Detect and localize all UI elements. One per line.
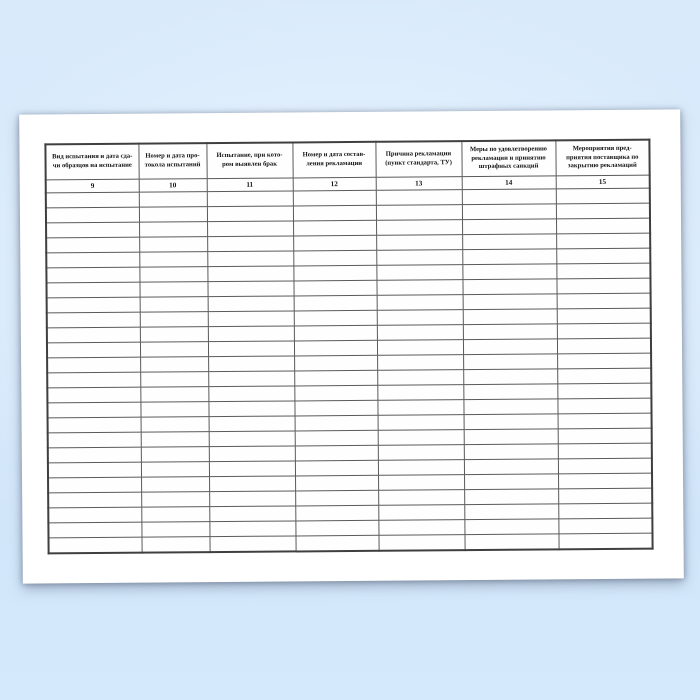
- table-cell: [207, 266, 293, 282]
- table-cell: [141, 537, 209, 553]
- table-cell: [140, 387, 208, 403]
- table-cell: [46, 282, 139, 298]
- reclamation-journal-table: [44, 139, 653, 555]
- table-cell: [376, 280, 462, 296]
- table-cell: [377, 385, 463, 401]
- table-cell: [378, 490, 464, 506]
- table-cell: [47, 312, 140, 328]
- column-number-14: 14: [462, 176, 556, 190]
- table-cell: [48, 432, 141, 448]
- column-header-15: Мероприятия пред- приятия поставщика по закрытию рекламаций: [555, 140, 649, 176]
- table-cell: [208, 386, 294, 402]
- table-body: [45, 140, 652, 554]
- table-cell: [464, 414, 558, 430]
- table-cell: [463, 369, 557, 385]
- table-cell: [294, 295, 377, 311]
- table-cell: [208, 371, 294, 387]
- table-cell: [557, 308, 651, 324]
- table-cell: [207, 206, 293, 222]
- table-cell: [377, 295, 463, 311]
- table-cell: [207, 281, 293, 297]
- table-cell: [48, 537, 141, 553]
- table-cell: [208, 401, 294, 417]
- table-cell: [293, 235, 376, 251]
- column-header-13: Причина рекламации (пункт стандарта, ТУ): [375, 141, 461, 177]
- table-cell: [293, 280, 376, 296]
- table-cell: [558, 473, 652, 489]
- table-cell: [376, 235, 462, 251]
- table-cell: [293, 190, 376, 206]
- table-cell: [47, 387, 140, 403]
- table-cell: [139, 237, 207, 253]
- table-cell: [48, 447, 141, 463]
- table-cell: [140, 342, 208, 358]
- table-cell: [47, 372, 140, 388]
- table-cell: [378, 535, 464, 551]
- table-cell: [46, 192, 139, 208]
- table-cell: [209, 521, 295, 537]
- table-cell: [463, 324, 557, 340]
- table-cell: [557, 323, 651, 339]
- table-cell: [376, 265, 462, 281]
- table-cell: [378, 415, 464, 431]
- column-number-13: 13: [376, 177, 462, 191]
- table-cell: [558, 533, 652, 549]
- table-cell: [377, 325, 463, 341]
- table-cell: [378, 505, 464, 521]
- table-cell: [47, 297, 140, 313]
- table-cell: [556, 218, 650, 234]
- table-cell: [557, 293, 651, 309]
- table-cell: [377, 370, 463, 386]
- column-number-11: 11: [207, 178, 293, 192]
- table-cell: [140, 312, 208, 328]
- table-cell: [377, 340, 463, 356]
- table-cell: [141, 447, 209, 463]
- table-cell: [209, 476, 295, 492]
- document-sheet: [19, 109, 684, 583]
- table-cell: [556, 278, 650, 294]
- table-cell: [209, 536, 295, 552]
- table-cell: [46, 207, 139, 223]
- table-cell: [48, 462, 141, 478]
- table-cell: [376, 250, 462, 266]
- table-cell: [48, 417, 141, 433]
- table-cell: [294, 385, 377, 401]
- table-cell: [209, 416, 295, 432]
- table-cell: [141, 417, 209, 433]
- table-cell: [464, 474, 558, 490]
- table-cell: [378, 520, 464, 536]
- table-cell: [462, 279, 556, 295]
- table-cell: [208, 341, 294, 357]
- table-cell: [464, 504, 558, 520]
- table-cell: [557, 383, 651, 399]
- table-cell: [295, 445, 378, 461]
- table-cell: [462, 189, 556, 205]
- table-cell: [376, 190, 462, 206]
- table-cell: [293, 220, 376, 236]
- table-cell: [464, 489, 558, 505]
- table-cell: [376, 205, 462, 221]
- table-cell: [558, 458, 652, 474]
- table-cell: [463, 309, 557, 325]
- table-cell: [295, 475, 378, 491]
- table-cell: [141, 492, 209, 508]
- table-cell: [208, 311, 294, 327]
- table-cell: [463, 339, 557, 355]
- table-cell: [293, 205, 376, 221]
- table-cell: [378, 445, 464, 461]
- table-cell: [209, 461, 295, 477]
- table-cell: [556, 203, 650, 219]
- table-cell: [378, 460, 464, 476]
- column-number-9: 9: [46, 179, 139, 193]
- table-cell: [48, 522, 141, 538]
- table-cell: [557, 353, 651, 369]
- table-cell: [294, 400, 377, 416]
- table-cell: [294, 340, 377, 356]
- table-cell: [557, 338, 651, 354]
- table-cell: [464, 534, 558, 550]
- table-cell: [48, 507, 141, 523]
- column-header-10: Номер и дата про- токола испытаний: [138, 143, 206, 179]
- table-cell: [46, 267, 139, 283]
- header-row: [45, 140, 649, 180]
- table-cell: [556, 188, 650, 204]
- table-cell: [556, 233, 650, 249]
- table-cell: [48, 477, 141, 493]
- table-cell: [209, 491, 295, 507]
- table-cell: [557, 368, 651, 384]
- table-cell: [141, 507, 209, 523]
- table-cell: [378, 475, 464, 491]
- table-cell: [207, 251, 293, 267]
- column-header-11: Испытание, при кото- ром выявлен брак: [206, 142, 292, 178]
- table-cell: [208, 326, 294, 342]
- table-cell: [463, 384, 557, 400]
- table-cell: [295, 415, 378, 431]
- table-cell: [294, 325, 377, 341]
- table-cell: [139, 207, 207, 223]
- table-cell: [378, 430, 464, 446]
- table-cell: [464, 519, 558, 535]
- table-cell: [294, 370, 377, 386]
- column-number-12: 12: [293, 177, 376, 191]
- table-cell: [463, 294, 557, 310]
- table-cell: [46, 237, 139, 253]
- table-cell: [556, 248, 650, 264]
- table-cell: [207, 221, 293, 237]
- table-cell: [557, 398, 651, 414]
- column-header-14: Меры по удовлетворению рекламации и принятию штрафных санкций: [461, 140, 555, 176]
- table-cell: [141, 522, 209, 538]
- table-cell: [209, 506, 295, 522]
- column-header-9: Вид испытания и дата сда- чи образцов на испытание: [45, 144, 138, 180]
- table-cell: [463, 399, 557, 415]
- table-cell: [139, 267, 207, 283]
- table-cell: [294, 355, 377, 371]
- table-cell: [294, 310, 377, 326]
- table-cell: [141, 477, 209, 493]
- table-cell: [139, 282, 207, 298]
- table-cell: [295, 520, 378, 536]
- table-cell: [377, 400, 463, 416]
- table-cell: [295, 535, 378, 551]
- table-cell: [47, 327, 140, 343]
- table-cell: [208, 356, 294, 372]
- table-cell: [464, 429, 558, 445]
- table-cell: [558, 518, 652, 534]
- table-cell: [464, 459, 558, 475]
- table-cell: [209, 446, 295, 462]
- table-cell: [139, 192, 207, 208]
- table-cell: [558, 488, 652, 504]
- table-cell: [209, 431, 295, 447]
- table-cell: [293, 250, 376, 266]
- column-header-12: Номер и дата состав- ления рекламации: [292, 142, 375, 178]
- table-cell: [558, 413, 652, 429]
- table-cell: [462, 204, 556, 220]
- table-cell: [140, 357, 208, 373]
- table-cell: [140, 402, 208, 418]
- table-cell: [462, 234, 556, 250]
- table-cell: [207, 191, 293, 207]
- table-cell: [47, 357, 140, 373]
- table-cell: [48, 492, 141, 508]
- table-cell: [47, 402, 140, 418]
- table-cell: [141, 432, 209, 448]
- table-cell: [463, 354, 557, 370]
- table-cell: [295, 490, 378, 506]
- table-row: [48, 533, 652, 553]
- table-cell: [47, 342, 140, 358]
- table-cell: [140, 327, 208, 343]
- table-cell: [556, 263, 650, 279]
- table-cell: [462, 249, 556, 265]
- table-cell: [462, 219, 556, 235]
- table-cell: [139, 222, 207, 238]
- table-cell: [140, 297, 208, 313]
- table-cell: [558, 428, 652, 444]
- table-cell: [558, 503, 652, 519]
- table-cell: [295, 460, 378, 476]
- column-number-15: 15: [556, 175, 650, 189]
- table-cell: [464, 444, 558, 460]
- table-cell: [376, 220, 462, 236]
- table-cell: [46, 222, 139, 238]
- table-cell: [295, 505, 378, 521]
- table-cell: [558, 443, 652, 459]
- table-cell: [377, 355, 463, 371]
- table-cell: [293, 265, 376, 281]
- table-cell: [208, 296, 294, 312]
- column-number-10: 10: [139, 179, 207, 193]
- table-cell: [377, 310, 463, 326]
- table-cell: [207, 236, 293, 252]
- table-cell: [295, 430, 378, 446]
- table-cell: [141, 462, 209, 478]
- table-cell: [462, 264, 556, 280]
- table-cell: [46, 252, 139, 268]
- table-cell: [140, 372, 208, 388]
- table-cell: [139, 252, 207, 268]
